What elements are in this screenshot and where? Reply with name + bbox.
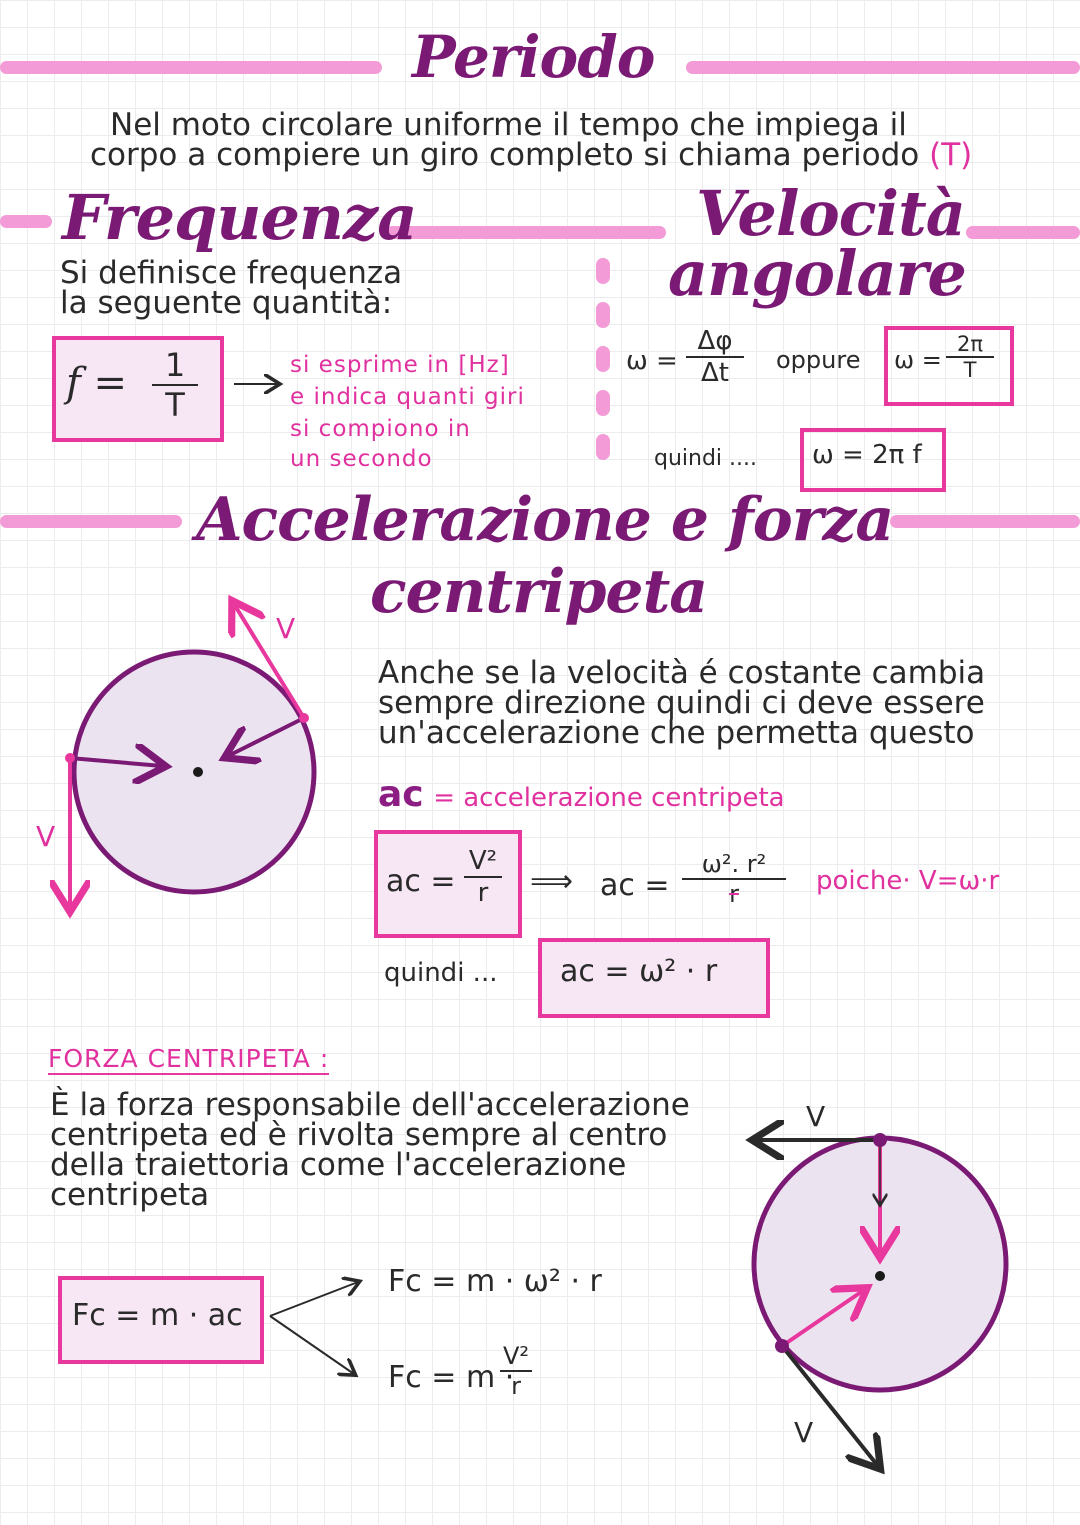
- frequenza-formula-lhs: f =: [66, 360, 128, 406]
- forza-line-1: È la forza responsabile dell'accelerazione: [50, 1087, 690, 1123]
- fc-branch-2-fraction: $\frac{\text{V²}}{r}$: [500, 1342, 532, 1400]
- poiche-note: poiche· V=ω·r: [816, 866, 1000, 896]
- ac-formula-2-fraction: $\frac{\text{ω². r²}}{r}$: [682, 850, 786, 908]
- omega-alt-fraction: $\frac{2\pi}{T}$: [946, 332, 994, 382]
- frequenza-note-1: si esprime in [Hz]: [290, 352, 510, 378]
- periodo-title: Periodo: [412, 23, 655, 91]
- frequenza-title: Frequenza: [62, 181, 417, 254]
- velocita-title-2: angolare: [668, 237, 966, 310]
- ac-quindi: quindi ...: [384, 958, 498, 988]
- acc-diagram-v-top-label: V: [276, 612, 296, 645]
- velocita-title-1: Velocità: [696, 177, 965, 250]
- frequenza-note-4: un secondo: [290, 446, 433, 472]
- omega-alt-lhs: ω =: [894, 346, 942, 374]
- frequenza-note-3: si compiono in: [290, 416, 471, 442]
- ac-symbol: ac: [378, 774, 424, 815]
- omega-formula-lhs: ω =: [626, 346, 678, 376]
- acc-circle-diagram: [65, 604, 314, 908]
- accelerazione-line-3: un'accelerazione che permetta questo: [378, 715, 975, 751]
- forza-line-3: della traiettoria come l'accelerazione: [50, 1147, 627, 1183]
- implies-arrow: ⟹: [530, 864, 574, 899]
- frequenza-line-2: la seguente quantità:: [60, 285, 393, 321]
- periodo-line-2: corpo a compiere un giro completo si chiama periodo (T): [90, 137, 973, 173]
- oppure-label: oppure: [776, 346, 861, 374]
- frequenza-line-1: Si definisce frequenza: [60, 255, 403, 291]
- velocita-quindi: quindi ....: [654, 446, 758, 471]
- frequenza-formula-fraction: $\frac{1}{T}$: [152, 346, 198, 424]
- fc-formula-main: Fc = m · ac: [72, 1298, 243, 1333]
- forza-heading: FORZA CENTRIPETA :: [48, 1044, 330, 1073]
- omega-result: ω = 2π f: [812, 440, 922, 470]
- omega-formula-fraction: $\frac{\Delta\varphi}{\Delta t}$: [686, 326, 744, 388]
- ac-formula-fraction: $\frac{\text{V²}}{r}$: [464, 846, 502, 908]
- accelerazione-title-2: centripeta: [370, 557, 708, 627]
- force-diagram-v-bottom-label: V: [794, 1416, 814, 1449]
- ac-formula-lhs: ac =: [386, 864, 456, 899]
- accelerazione-title-1: Accelerazione e forza: [196, 485, 894, 555]
- ac-result: ac = ω² · r: [560, 954, 718, 989]
- periodo-line-1: Nel moto circolare uniforme il tempo che impiega il: [110, 107, 907, 143]
- frequenza-note-2: e indica quanti giri: [290, 384, 525, 410]
- forza-line-2: centripeta ed è rivolta sempre al centro: [50, 1117, 668, 1153]
- forza-line-4: centripeta: [50, 1177, 210, 1213]
- fc-branch-2-lhs: Fc = m ·: [388, 1360, 515, 1395]
- force-circle-diagram: [754, 1133, 1006, 1466]
- fc-branch-arrows: [270, 1282, 358, 1374]
- force-diagram-v-top-label: V: [806, 1100, 826, 1133]
- fc-branch-1: Fc = m · ω² · r: [388, 1264, 602, 1299]
- acc-diagram-v-left-label: V: [36, 820, 56, 853]
- ac-formula-2-lhs: ac =: [600, 868, 670, 903]
- accelerazione-line-1: Anche se la velocità é costante cambia: [378, 655, 986, 691]
- ac-definition-text: = accelerazione centripeta: [433, 783, 785, 813]
- periodo-symbol: (T): [929, 137, 973, 173]
- accelerazione-line-2: sempre direzione quindi ci deve essere: [378, 685, 985, 721]
